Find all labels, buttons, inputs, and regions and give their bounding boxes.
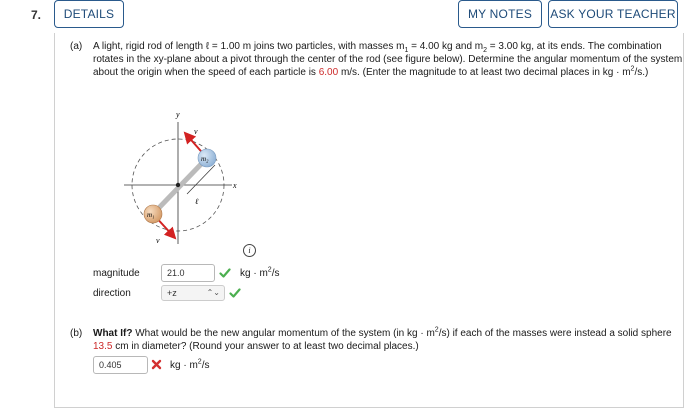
magnitude-label: magnitude — [93, 268, 140, 279]
ask-your-teacher-button[interactable]: ASK YOUR TEACHER — [548, 0, 678, 28]
part-a-text-5: /s.) — [634, 67, 649, 78]
part-a-sub-1: 1 — [404, 47, 409, 54]
mass-m2-label: m₂ — [201, 155, 209, 163]
part-b-text-2: /s) if each of the masses were instead a solid sphere — [438, 328, 672, 339]
part-a-sub-2: 2 — [483, 47, 488, 54]
pivot — [176, 183, 180, 187]
mass-m1-label: m₁ — [147, 211, 155, 219]
rod — [153, 158, 207, 214]
part-b-unit-text: kg · m — [170, 360, 198, 371]
rotating-rod-figure — [118, 106, 258, 246]
my-notes-button[interactable]: MY NOTES — [458, 0, 542, 28]
part-a-sup-1: 2 — [630, 65, 635, 73]
magnitude-input[interactable]: 21.0 — [161, 264, 215, 282]
direction-label: direction — [93, 288, 131, 299]
info-icon[interactable]: i — [243, 244, 256, 257]
velocity-label-bottom: v⃗ — [156, 236, 166, 245]
speed-value: 6.00 — [318, 67, 339, 78]
diameter-value: 13.5 — [93, 341, 113, 352]
direction-select[interactable] — [161, 285, 225, 301]
part-a-prompt — [93, 40, 683, 79]
part-b-answer-input[interactable]: 0.405 — [93, 356, 148, 374]
correct-check-icon — [219, 267, 231, 279]
x-axis-label: x — [233, 181, 237, 190]
part-a-text-2: = 4.00 kg and m — [408, 41, 484, 52]
part-b-unit-post: /s — [201, 360, 210, 371]
correct-check-icon — [229, 287, 241, 299]
ell-label: ℓ — [195, 197, 199, 206]
details-button[interactable]: DETAILS — [54, 0, 124, 28]
part-b-label: (b) — [70, 328, 83, 339]
part-b-text-3: cm in diameter? (Round your answer to at least two decimal places.) — [112, 341, 419, 352]
question-number: 7. — [31, 8, 42, 22]
y-axis-label: y — [176, 110, 180, 119]
direction-selected-value: +z — [167, 288, 177, 298]
select-chevron-icon: ⌃⌄ — [206, 288, 220, 297]
part-b-unit — [170, 360, 209, 371]
part-b-sup-1: 2 — [434, 326, 439, 334]
incorrect-x-icon — [151, 359, 162, 370]
part-b-prompt — [93, 327, 683, 353]
what-if-label: What If? — [93, 328, 133, 339]
part-b-unit-sup: 2 — [197, 358, 202, 366]
part-a-label: (a) — [70, 41, 83, 52]
part-a-text-3: = 3.00 kg, at its ends. The combination rotates in the xy-plane about a pivot through the center of the rod (see figure below). Determine the angular momentum of the system about the origin when the speed of each particle is — [93, 41, 683, 78]
magnitude-unit-post: /s — [271, 268, 280, 279]
part-b-text-1: What would be the new angular momentum of the system (in kg · m — [132, 328, 435, 339]
part-a-text-1: A light, rigid rod of length ℓ = 1.00 m joins two particles, with masses m — [93, 41, 405, 52]
velocity-label-top: v⃗ — [194, 127, 204, 136]
ell-dim-line — [187, 165, 215, 194]
magnitude-unit-text: kg · m — [240, 268, 268, 279]
magnitude-unit — [240, 268, 279, 279]
magnitude-unit-sup: 2 — [267, 266, 272, 274]
part-a-text-4: m/s. (Enter the magnitude to at least two decimal places in kg · m — [338, 67, 631, 78]
